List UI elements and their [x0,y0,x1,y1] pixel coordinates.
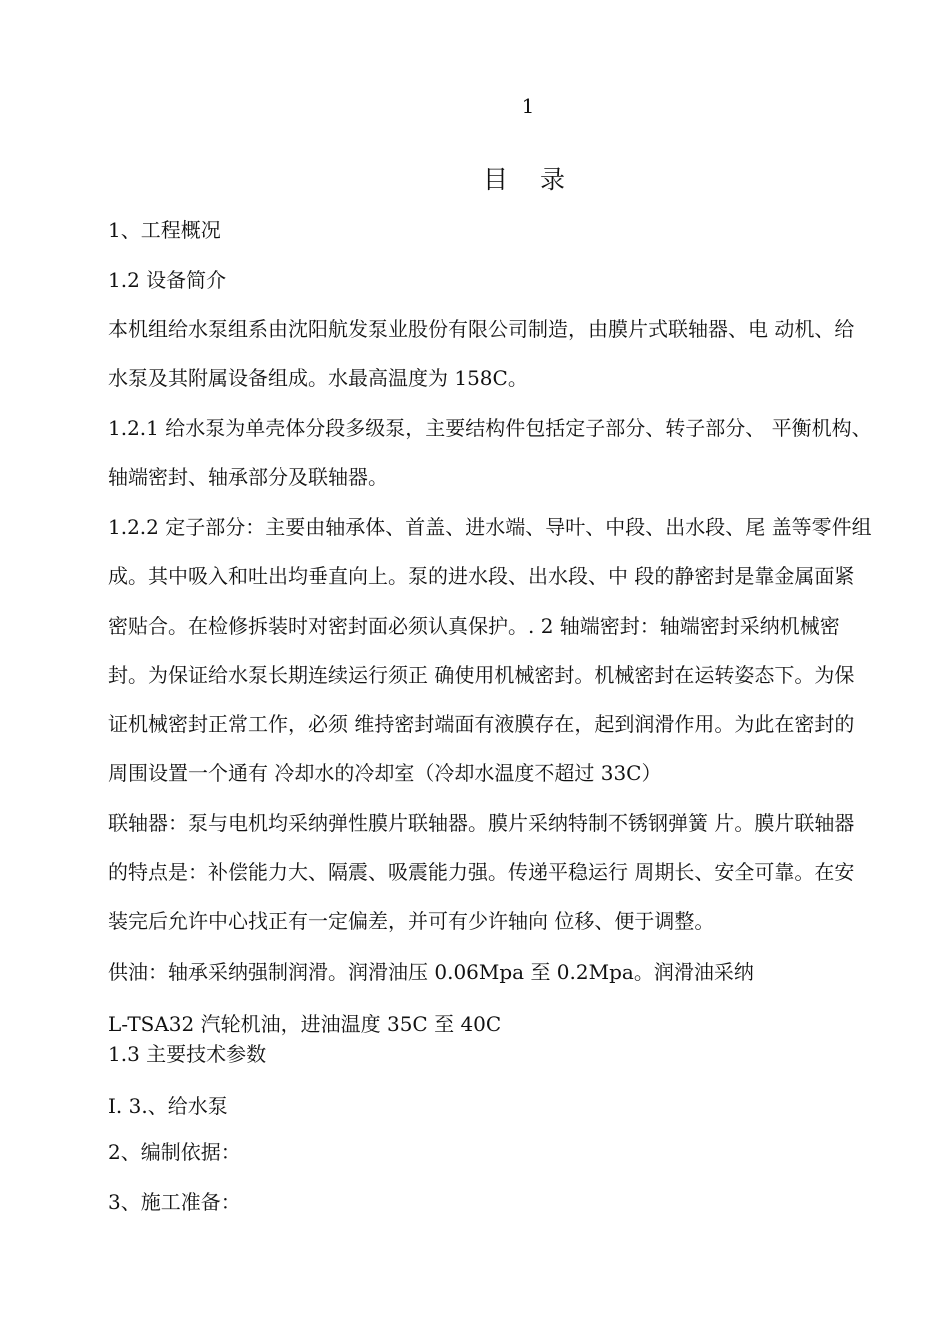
paragraph-line: 轴端密封、轴承部分及联轴器。 [108,465,388,489]
paragraph-line: L-TSA32 汽轮机油，进油温度 35C 至 40C [108,1012,502,1036]
paragraph-line: 水泵及其附属设备组成。水最高温度为 158C。 [108,366,528,390]
paragraph-line: 装完后允许中心找正有一定偏差，并可有少许轴向 位移、便于调整。 [108,909,715,933]
subsection-heading-feed-pump: I. 3.、给水泵 [108,1094,228,1118]
paragraph-line: 本机组给水泵组系由沈阳航发泵业股份有限公司制造，由膜片式联轴器、电 动机、给 [108,317,855,341]
paragraph-line: 成。其中吸入和吐出均垂直向上。泵的进水段、出水段、中 段的静密封是靠金属面紧 [108,564,855,588]
paragraph-line: 封。为保证给水泵长期连续运行须正 确使用机械密封。机械密封在运转姿态下。为保 [108,663,855,687]
paragraph-line: 周围设置一个通有 冷却水的冷却室（冷却水温度不超过 33C） [108,761,662,785]
section-heading-compilation-basis: 2、编制依据： [108,1140,241,1164]
paragraph-line: 证机械密封正常工作，必须 维持密封端面有液膜存在，起到润滑作用。为此在密封的 [108,712,855,736]
section-heading-construction-preparation: 3、施工准备： [108,1190,241,1214]
paragraph-line: 联轴器：泵与电机均采纳弹性膜片联轴器。膜片采纳特制不锈钢弹簧 片。膜片联轴器 [108,811,855,835]
toc-title: 目 录 [483,165,577,194]
paragraph-line: 密贴合。在检修拆装时对密封面必须认真保护。. 2 轴端密封：轴端密封采纳机械密 [108,614,840,638]
section-heading-equipment-intro: 1.2 设备简介 [108,268,227,292]
section-heading-project-overview: 1、工程概况 [108,218,221,242]
paragraph-line: 1.2.1 给水泵为单壳体分段多级泵，主要结构件包括定子部分、转子部分、 平衡机构、 [108,416,872,440]
paragraph-line: 的特点是：补偿能力大、隔震、吸震能力强。传递平稳运行 周期长、安全可靠。在安 [108,860,855,884]
paragraph-line: 1.2.2 定子部分：主要由轴承体、首盖、进水端、导叶、中段、出水段、尾 盖等零件组 [108,515,872,539]
section-heading-main-parameters: 1.3 主要技术参数 [108,1042,267,1066]
page-number: 1 [521,94,535,118]
paragraph-line: 供油：轴承采纳强制润滑。润滑油压 0.06Mpa 至 0.2Mpa。润滑油采纳 [108,960,754,984]
